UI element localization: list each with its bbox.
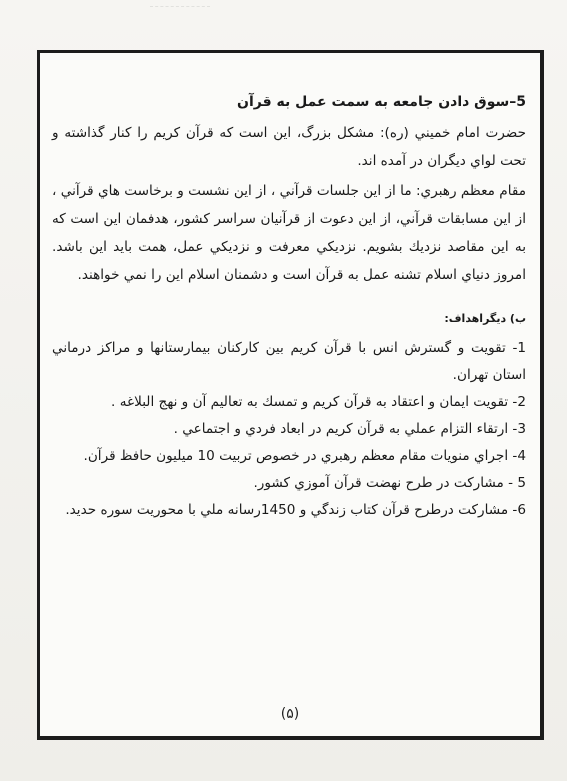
section-heading: 5–سوق دادن جامعه به سمت عمل به قرآن xyxy=(237,94,526,110)
goal-item-1: 1- تقويت و گسترش انس با قرآن كريم بين كاركنان بيمارستانها و مراكز درماني استان تهران. xyxy=(52,340,526,383)
goal-item-2: 2- تقويت ايمان و اعتقاد به قرآن كريم و تمسك به تعاليم آن و نهج البلاغه . xyxy=(111,394,526,410)
goal-item-5: 5 - مشاركت در طرح نهضت قرآن آموزي كشور. xyxy=(253,475,526,491)
other-goals-subheading: ب) ديگراهداف: xyxy=(444,312,526,325)
bleed-through-marks xyxy=(150,6,210,21)
paragraph-leader-quote: مقام معظم رهبري: ما از اين جلسات قرآني ، از اين نشست و برخاست هاي قرآني ، از اين مسابقات قرآني، از اين دعوت از قرآنيان سراسر كشور، هدفمان اين است كه به اين مقاصد نزديك بشويم. نزديكي معرفت و نزديكي عمل، همت بايد اين باشد. امروز دنياي اسلام تشنه عمل به قرآن است و دشمنان اسلام اين را نمي خواهند. xyxy=(52,183,526,283)
paragraph-imam-quote: حضرت امام خميني (ره): مشكل بزرگ، اين است كه قرآن كريم را كنار گذاشته و تحت لواي ديگران در آمده اند. xyxy=(52,125,526,169)
goal-item-6: 6- مشاركت درطرح قرآن كتاب زندگي و 1450رسانه ملي با محوريت سوره حديد. xyxy=(65,502,526,518)
goal-item-3: 3- ارتقاء التزام عملي به قرآن كريم در ابعاد فردي و اجتماعي . xyxy=(173,421,526,437)
page-number: (۵) xyxy=(280,706,300,722)
goal-item-4: 4- اجراي منويات مقام معظم رهبري در خصوص تربيت 10 ميليون حافظ قرآن. xyxy=(83,448,526,464)
page-content xyxy=(52,91,526,524)
page-border-frame xyxy=(37,50,544,740)
